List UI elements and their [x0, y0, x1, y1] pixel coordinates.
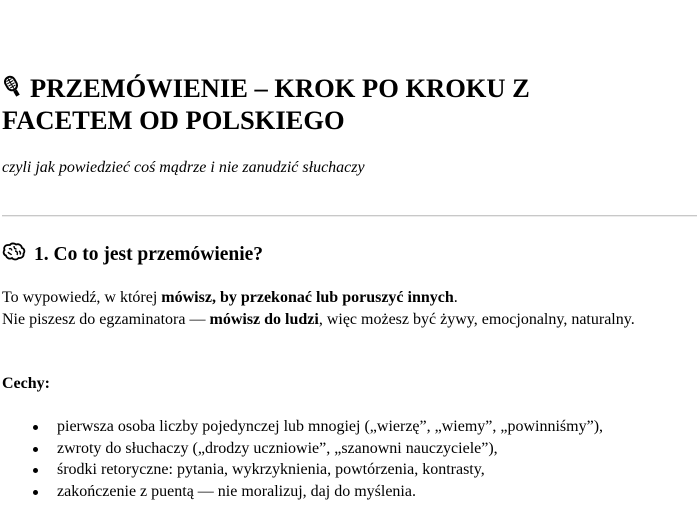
definition-text: To wypowiedź, w której	[2, 289, 162, 306]
list-item: zakończenie z puentą — nie moralizuj, daj do myślenia.	[57, 481, 697, 503]
title-text: PRZEMÓWIENIE – KROK PO KROKU Z FACETEM OD POLSKIEGO	[2, 73, 530, 135]
list-item: zwroty do słuchaczy („drodzy uczniowie”, „szanowni nauczyciele”),	[57, 438, 697, 460]
features-list	[2, 416, 697, 502]
brain-icon	[2, 242, 26, 262]
features-label: Cechy:	[2, 375, 50, 392]
definition-emphasis: mówisz, by przekonać lub poruszyć innych	[161, 289, 454, 306]
divider	[2, 215, 697, 217]
audience-text: Nie piszesz do egzaminatora —	[2, 310, 210, 328]
list-item: pierwsza osoba liczby pojedynczej lub mnogiej („wierzę”, „wiemy”, „powinniśmy”),	[57, 416, 697, 438]
audience-text-end: , więc możesz być żywy, emocjonalny, naturalny.	[318, 310, 635, 328]
definition-text-end: .	[453, 289, 458, 306]
microphone-icon	[2, 74, 24, 100]
list-item: środki retoryczne: pytania, wykrzyknienia, powtórzenia, kontrasty,	[57, 459, 697, 481]
section-heading	[2, 242, 263, 267]
page-title	[2, 72, 602, 136]
subtitle: czyli jak powiedzieć coś mądrze i nie zanudzić słuchaczy	[2, 159, 365, 176]
definition-paragraph	[2, 287, 682, 330]
section-heading-text: 1. Co to jest przemówienie?	[34, 244, 264, 265]
audience-emphasis: mówisz do ludzi	[209, 310, 319, 328]
